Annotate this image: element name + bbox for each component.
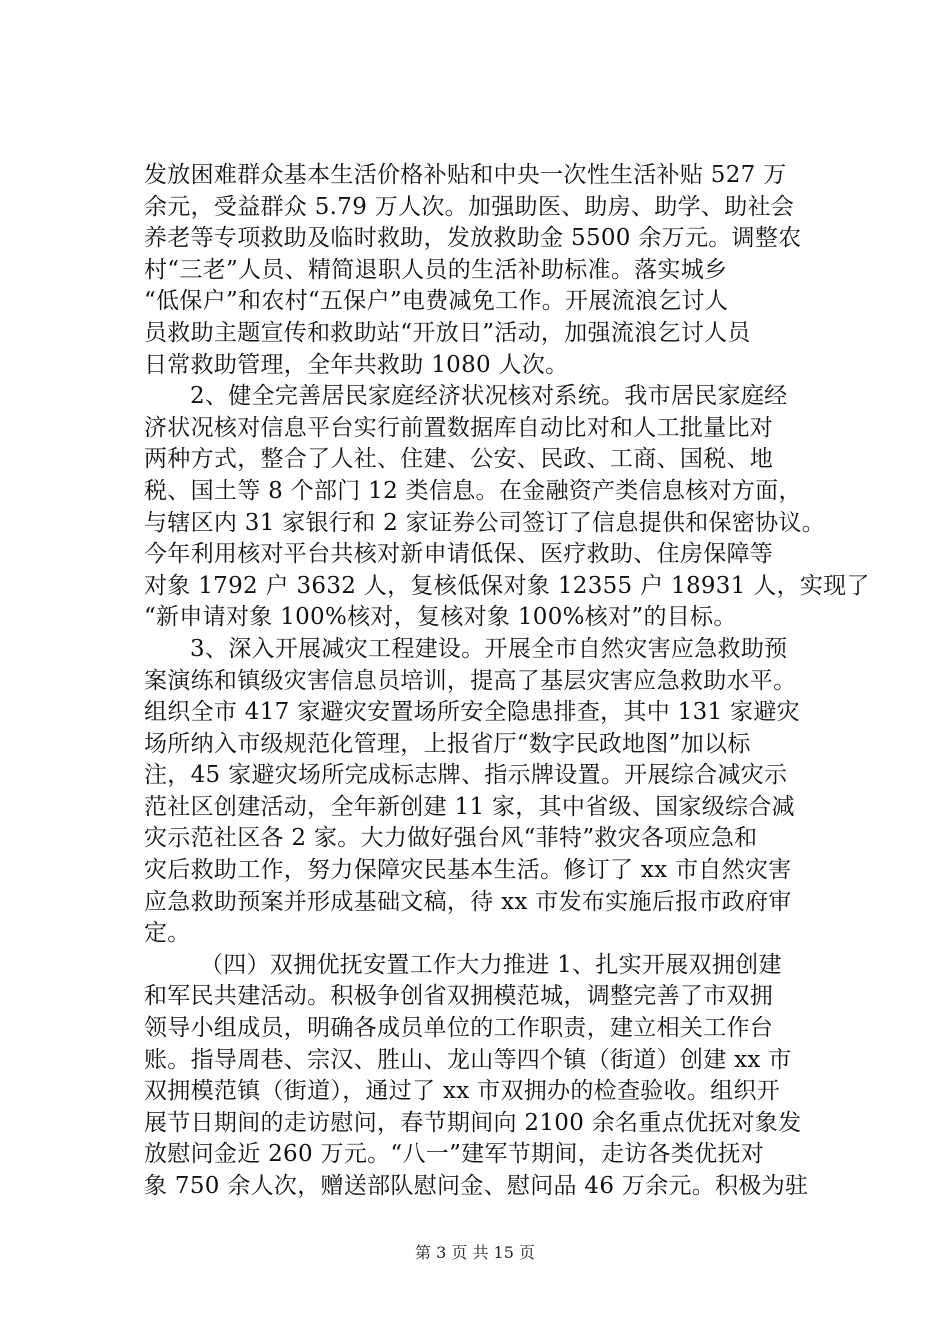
text-line: 和军民共建活动。积极争创省双拥模范城，调整完善了市双拥 (144, 983, 774, 1010)
text-line: 与辖区内 31 家银行和 2 家证券公司签订了信息提供和保密协议。 (144, 509, 826, 536)
text-line: 象 750 余人次，赠送部队慰问金、慰问品 46 万余元。积极为驻 (144, 1173, 809, 1199)
paragraph (144, 160, 864, 381)
text-line: 展节日期间的走访慰问，春节期间向 2100 余名重点优抚对象发 (144, 1109, 802, 1136)
text-line: 村“三老”人员、精简退职人员的生活补助标准。落实城乡 (144, 256, 728, 283)
text-line: 济状况核对信息平台实行前置数据库自动比对和人工批量比对 (144, 414, 774, 441)
text-line: 两种方式，整合了人社、住建、公安、民政、工商、国税、地 (144, 446, 774, 473)
text-line: （四）双拥优抚安置工作大力推进 1、扎实开展双拥创建 (200, 951, 782, 978)
text-line: 领导小组成员，明确各成员单位的工作职责，建立相关工作台 (144, 1015, 774, 1042)
text-line: 范社区创建活动，全年新创建 11 家，其中省级、国家级综合减 (144, 793, 795, 820)
paragraph (144, 950, 864, 1203)
text-line: 3、深入开展减灾工程建设。开展全市自然灾害应急救助预 (190, 635, 788, 662)
text-line: 发放困难群众基本生活价格补贴和中央一次性生活补贴 527 万 (144, 162, 787, 188)
document-body (144, 160, 870, 1203)
text-line: 日常救助管理，全年共救助 1080 人次。 (144, 351, 569, 378)
page-footer: 第 3 页 共 15 页 (415, 1243, 535, 1262)
text-line: 注，45 家避灾场所完成标志牌、指示牌设置。开展综合减灾示 (144, 762, 788, 789)
text-line: 对象 1792 户 3632 人，复核低保对象 12355 户 18931 人，实现了 (144, 572, 870, 599)
text-line: 税、国土等 8 个部门 12 类信息。在金融资产类信息核对方面， (144, 477, 802, 504)
text-line: 账。指导周巷、宗汉、胜山、龙山等四个镇（街道）创建 xx 市 (144, 1046, 792, 1073)
text-line: 灾后救助工作，努力保障灾民基本生活。修订了 xx 市自然灾害 (144, 857, 792, 884)
text-line: 放慰问金近 260 万元。“八一”建军节期间，走访各类优抚对 (144, 1141, 765, 1168)
paragraph (144, 634, 864, 950)
text-line: 场所纳入市级规范化管理，上报省厅“数字民政地图”加以标 (144, 730, 751, 757)
text-line: 灾示范社区各 2 家。大力做好强台风“菲特”救灾各项应急和 (144, 825, 758, 852)
text-line: 案演练和镇级灾害信息员培训，提高了基层灾害应急救助水平。 (144, 667, 797, 694)
text-line: 今年利用核对平台共核对新申请低保、医疗救助、住房保障等 (144, 541, 774, 568)
text-line: “新申请对象 100%核对，复核对象 100%核对”的目标。 (144, 604, 737, 631)
text-line: 养老等专项救助及临时救助，发放救助金 5500 余万元。调整农 (144, 225, 802, 252)
text-line: 应急救助预案并形成基础文稿，待 xx 市发布实施后报市政府审 (144, 888, 792, 915)
text-line: 组织全市 417 家避灾安置场所安全隐患排查，其中 131 家避灾 (144, 699, 800, 726)
text-line: 定。 (144, 920, 191, 947)
paragraph (144, 381, 870, 634)
text-line: 余元，受益群众 5.79 万人次。加强助医、助房、助学、助社会 (144, 193, 795, 220)
text-line: 员救助主题宣传和救助站“开放日”活动，加强流浪乞讨人员 (144, 319, 751, 346)
text-line: 2、健全完善居民家庭经济状况核对系统。我市居民家庭经 (190, 383, 788, 410)
text-line: “低保户”和农村“五保户”电费减免工作。开展流浪乞讨人 (144, 288, 729, 315)
text-line: 双拥模范镇（街道），通过了 xx 市双拥办的检查验收。组织开 (144, 1078, 781, 1105)
